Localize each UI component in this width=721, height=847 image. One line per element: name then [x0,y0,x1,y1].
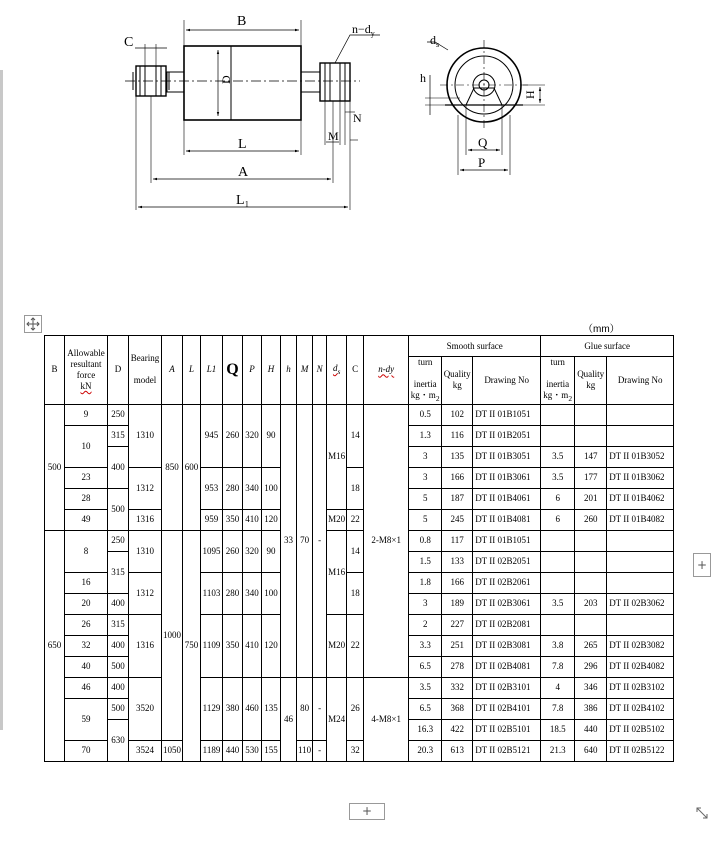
cell-bearing: 1310 [129,530,162,572]
add-column-button[interactable]: + [693,553,711,577]
hdr-h: h [281,336,297,405]
cell-s-drawing: DT II 01B2051 [473,425,541,446]
cell-force: 8 [65,530,108,572]
cell-Q: 380 [223,677,243,740]
cell-s-inertia: 3.5 [409,677,442,698]
table-row [45,467,674,488]
cell-g-drawing: DT II 01B3052 [607,446,674,467]
cell-Q: 350 [223,509,243,530]
cell-force: 70 [65,740,108,761]
cell-s-quality: 116 [442,425,473,446]
cell-Q: 260 [223,530,243,572]
cell-ds: M24 [327,677,347,761]
cell-g-drawing: DT II 02B4102 [607,698,674,719]
hdr-glue: Glue surface [541,336,674,357]
label-L1: L₁ [236,193,250,208]
cell-h: 46 [281,677,297,761]
cell-g-drawing: DT II 01B4062 [607,488,674,509]
label-h: h [420,71,426,85]
cell-C: 22 [347,614,364,677]
cell-g-quality: 265 [575,635,607,656]
label-ds-sub: s [436,40,440,49]
cell-P: 530 [243,740,262,761]
cell-g-quality: 296 [575,656,607,677]
cell-L1: 959 [201,509,223,530]
cell-D: 400 [108,677,129,698]
cell-s-drawing: DT II 01B4061 [473,488,541,509]
cell-g-inertia [541,551,575,572]
label-ds: d [430,33,436,47]
table-resize-handle[interactable] [693,805,711,823]
hdr-s-inertia: turn inertia kg・$m_2$ [409,357,442,405]
cell-s-drawing: DT II 02B4081 [473,656,541,677]
roller-body [184,46,301,120]
cell-D: 315 [108,551,129,593]
cell-bearing: 1310 [129,404,162,467]
cell-H: 100 [262,572,281,614]
svg-text:n−dy [352,22,375,38]
cell-bearing: 1312 [129,467,162,509]
cell-D: 400 [108,446,129,488]
table-row [45,404,674,425]
cell-g-drawing: DT II 02B4082 [607,656,674,677]
table-move-handle[interactable] [24,315,42,333]
cell-L1: 1189 [201,740,223,761]
cell-g-inertia [541,530,575,551]
cell-C: 32 [347,740,364,761]
cell-C: 14 [347,530,364,572]
cell-g-quality: 440 [575,719,607,740]
table-row [45,572,674,593]
cell-H: 120 [262,509,281,530]
cell-force: 23 [65,467,108,488]
cell-s-inertia: 0.8 [409,530,442,551]
cell-g-quality [575,614,607,635]
cell-g-inertia: 7.8 [541,698,575,719]
cell-s-quality: 422 [442,719,473,740]
cell-s-inertia: 1.5 [409,551,442,572]
cell-g-inertia: 3.8 [541,635,575,656]
cell-n-dy: 4-M8×1 [364,677,409,761]
cell-Q: 260 [223,404,243,467]
cell-force: 26 [65,614,108,635]
cell-g-inertia: 6 [541,509,575,530]
svg-text:ds [430,33,439,49]
cell-g-drawing: DT II 02B3082 [607,635,674,656]
cell-g-inertia: 3.5 [541,467,575,488]
cell-L1: 1103 [201,572,223,614]
cell-s-quality: 245 [442,509,473,530]
cell-g-quality [575,572,607,593]
label-A: A [238,165,249,180]
label-N: N [353,111,362,125]
cell-g-inertia: 7.8 [541,656,575,677]
table-row [45,677,674,698]
hdr-n-dy: n-dy [364,336,409,405]
label-B: B [237,14,247,29]
hdr-s-quality: Quality kg [442,357,473,405]
cell-g-drawing [607,404,674,425]
cell-s-drawing: DT II 01B3061 [473,467,541,488]
cell-g-quality [575,551,607,572]
cell-h: 33 [281,404,297,677]
cell-H: 155 [262,740,281,761]
cell-H: 100 [262,467,281,509]
cell-force: 32 [65,635,108,656]
hdr-g-drawing: Drawing No [607,357,674,405]
label-n-dy: n−d [352,22,371,36]
hdr-force: Allowable resultant force kN [65,336,108,405]
cell-g-drawing [607,530,674,551]
cell-bearing: 1316 [129,509,162,530]
cell-D: 250 [108,530,129,551]
cell-g-quality: 203 [575,593,607,614]
cell-s-quality: 332 [442,677,473,698]
cell-D: 630 [108,719,129,761]
cell-bearing: 1312 [129,572,162,614]
cell-s-drawing: DT II 02B3101 [473,677,541,698]
cell-g-inertia: 6 [541,488,575,509]
cell-s-drawing: DT II 01B1051 [473,404,541,425]
cell-g-drawing [607,551,674,572]
cell-bearing: 1316 [129,614,162,677]
cell-D: 400 [108,593,129,614]
hdr-P: P [243,336,262,405]
cell-C: 18 [347,572,364,614]
cell-s-inertia: 6.5 [409,698,442,719]
hdr-L1: L1 [201,336,223,405]
cell-D: 500 [108,656,129,677]
cell-g-quality: 640 [575,740,607,761]
cell-s-inertia: 0.5 [409,404,442,425]
cell-L: 750 [183,530,201,761]
cell-s-quality: 102 [442,404,473,425]
hdr-smooth: Smooth surface [409,336,541,357]
cell-A: 850 [162,404,183,530]
hdr-A: A [162,336,183,405]
cell-D: 400 [108,635,129,656]
cell-s-inertia: 2 [409,614,442,635]
hdr-N: N [313,336,327,405]
cell-g-quality: 177 [575,467,607,488]
cell-bearing: 3520 [129,677,162,740]
unit-label: （mm） [583,324,620,335]
roller-drawing [0,0,721,230]
label-C: C [124,35,134,50]
cell-force: 59 [65,698,108,740]
cell-L1: 1109 [201,614,223,677]
cell-N: - [313,677,327,740]
cell-L1: 953 [201,467,223,509]
hdr-L: L [183,336,201,405]
label-Q: Q [478,135,488,150]
move-icon [25,316,41,332]
cell-force: 10 [65,425,108,467]
cell-C: 26 [347,677,364,740]
cell-s-inertia: 6.5 [409,656,442,677]
cell-s-drawing: DT II 02B3081 [473,635,541,656]
cell-s-drawing: DT II 02B5101 [473,719,541,740]
cell-ds: M16 [327,404,347,509]
cell-g-drawing [607,614,674,635]
cell-N: - [313,740,327,761]
cell-Q: 350 [223,614,243,677]
cell-g-inertia: 18.5 [541,719,575,740]
cell-D: 500 [108,488,129,530]
cell-s-drawing: DT II 02B3061 [473,593,541,614]
cell-force: 9 [65,404,108,425]
cell-g-inertia [541,572,575,593]
cell-D: 315 [108,614,129,635]
cell-C: 22 [347,509,364,530]
cell-M: 110 [297,740,313,761]
cell-Q: 280 [223,467,243,509]
cell-s-inertia: 1.3 [409,425,442,446]
cell-g-drawing: DT II 02B5122 [607,740,674,761]
cell-H: 120 [262,614,281,677]
hdr-g-quality: Quality kg [575,357,607,405]
cell-force: 20 [65,593,108,614]
cell-g-drawing: DT II 01B3062 [607,467,674,488]
cell-D: 250 [108,404,129,425]
cell-s-inertia: 1.8 [409,572,442,593]
cell-s-inertia: 20.3 [409,740,442,761]
cell-g-inertia [541,404,575,425]
cell-force: 46 [65,677,108,698]
hdr-D: D [108,336,129,405]
cell-g-inertia: 4 [541,677,575,698]
cell-g-drawing: DT II 01B4082 [607,509,674,530]
cell-g-drawing: DT II 02B3062 [607,593,674,614]
label-M: M [328,129,339,143]
cell-g-inertia: 21.3 [541,740,575,761]
table-row [45,740,674,761]
cell-s-quality: 166 [442,467,473,488]
hdr-C: C [347,336,364,405]
cell-force: 16 [65,572,108,593]
cell-ds: M20 [327,509,347,530]
cell-s-quality: 135 [442,446,473,467]
hdr-s-drawing: Drawing No [473,357,541,405]
table-row [45,509,674,530]
cell-Q: 440 [223,740,243,761]
cell-P: 320 [243,404,262,467]
cell-L1: 945 [201,404,223,467]
cell-s-drawing: DT II 01B3051 [473,446,541,467]
cell-ds: M20 [327,614,347,677]
cell-P: 460 [243,677,262,740]
cell-A: 1050 [162,740,183,761]
cell-s-drawing: DT II 02B2051 [473,551,541,572]
hdr-bearing: Bearing model [129,336,162,405]
hdr-B: B [45,336,65,405]
hdr-M: M [297,336,313,405]
cell-H: 90 [262,404,281,467]
cell-s-quality: 166 [442,572,473,593]
cell-s-quality: 117 [442,530,473,551]
cell-D: 500 [108,698,129,719]
cell-force: 49 [65,509,108,530]
cell-g-quality [575,425,607,446]
cell-s-drawing: DT II 02B2061 [473,572,541,593]
cell-g-quality [575,530,607,551]
cell-H: 90 [262,530,281,572]
hdr-g-inertia: turn inertia kg・$m_2$ [541,357,575,405]
cell-g-quality: 147 [575,446,607,467]
table-row [45,614,674,635]
add-row-button[interactable]: + [349,803,385,820]
resize-icon [694,805,710,821]
cell-s-quality: 187 [442,488,473,509]
hdr-H: H [262,336,281,405]
cell-P: 410 [243,614,262,677]
cell-B: 650 [45,530,65,761]
label-D: D [219,75,233,84]
cell-g-drawing [607,572,674,593]
cell-s-drawing: DT II 01B4081 [473,509,541,530]
cell-L1: 1095 [201,530,223,572]
cell-force: 28 [65,488,108,509]
cell-g-inertia: 3.5 [541,446,575,467]
cell-M: 70 [297,404,313,677]
cell-C: 18 [347,467,364,509]
cell-g-quality: 346 [575,677,607,698]
cell-s-quality: 613 [442,740,473,761]
cell-s-inertia: 16.3 [409,719,442,740]
label-n-dy-sub: y [370,29,375,38]
cell-s-quality: 251 [442,635,473,656]
cell-N: - [313,404,327,677]
cell-g-quality: 386 [575,698,607,719]
cell-P: 410 [243,509,262,530]
cell-ds: M16 [327,530,347,614]
label-H: H [523,90,537,99]
cell-s-inertia: 3 [409,593,442,614]
cell-L1: 1129 [201,677,223,740]
cell-L: 600 [183,404,201,530]
cell-s-inertia: 3.3 [409,635,442,656]
cell-g-drawing: DT II 02B3102 [607,677,674,698]
cell-s-drawing: DT II 01B1051 [473,530,541,551]
table-row [45,530,674,551]
cell-s-drawing: DT II 02B2081 [473,614,541,635]
cell-C: 14 [347,404,364,467]
cell-g-inertia [541,614,575,635]
cell-s-inertia: 5 [409,488,442,509]
cell-M: 80 [297,677,313,740]
cell-g-quality [575,404,607,425]
cell-H: 135 [262,677,281,740]
cell-s-quality: 227 [442,614,473,635]
cell-force: 40 [65,656,108,677]
label-L: L [238,137,247,152]
cell-g-drawing: DT II 02B5102 [607,719,674,740]
cell-s-quality: 278 [442,656,473,677]
cell-s-quality: 368 [442,698,473,719]
cell-g-inertia: 3.5 [541,593,575,614]
cell-s-inertia: 5 [409,509,442,530]
hdr-ds: $d_s$ [327,336,347,405]
cell-s-inertia: 3 [409,446,442,467]
cell-g-drawing [607,425,674,446]
cell-bearing: 3524 [129,740,162,761]
hdr-Q: Q [223,336,243,405]
cell-P: 320 [243,530,262,572]
cell-A: 1000 [162,530,183,740]
cell-g-inertia [541,425,575,446]
cell-s-drawing: DT II 02B4101 [473,698,541,719]
spec-table [44,335,674,762]
cell-Q: 280 [223,572,243,614]
cell-s-quality: 133 [442,551,473,572]
label-P: P [478,155,486,170]
cell-P: 340 [243,467,262,509]
cell-P: 340 [243,572,262,614]
cell-s-quality: 189 [442,593,473,614]
cell-n-dy: 2-M8×1 [364,404,409,677]
cell-s-inertia: 3 [409,467,442,488]
cell-D: 315 [108,425,129,446]
cell-g-quality: 201 [575,488,607,509]
cell-g-quality: 260 [575,509,607,530]
cell-s-drawing: DT II 02B5121 [473,740,541,761]
cell-B: 500 [45,404,65,530]
